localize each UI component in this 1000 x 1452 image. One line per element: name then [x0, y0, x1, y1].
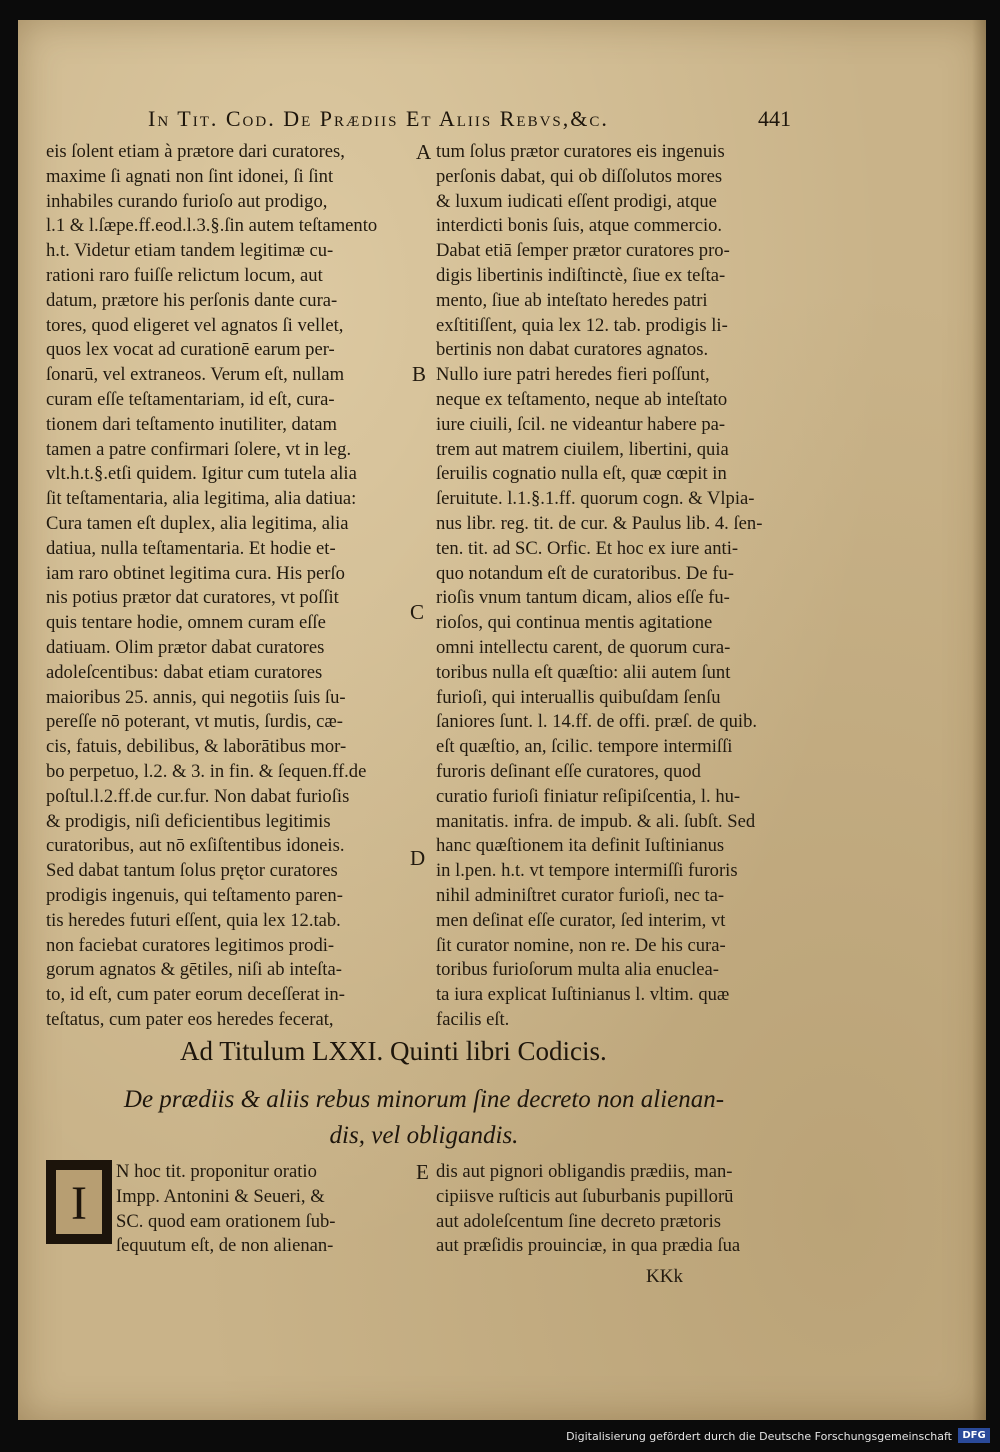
text-line: ſaniores ſunt. l. 14.ff. de offi. præſ. de quib.: [436, 711, 758, 733]
text-line: tamen a patre confirmari ſolere, vt in leg.: [46, 438, 352, 460]
dfg-logo: DFG: [958, 1428, 990, 1443]
text-line: curam eſſe teſtamentariam, id eſt, cura-: [46, 388, 335, 410]
decorated-initial: [46, 1160, 112, 1244]
text-line: aut præſidis prouinciæ, in qua prædia ſua: [436, 1235, 741, 1257]
section-title: Ad Titulum LXXI. Quinti libri Codicis.: [180, 1036, 607, 1066]
margin-letter-a: A: [416, 140, 432, 164]
text-line: hanc quæſtionem ita definit Iuſtinianus: [436, 835, 725, 857]
text-line: furioſi, qui interuallis quibuſdam ſenſu: [436, 686, 721, 708]
text-line: teſtatus, cum pater eos heredes fecerat,: [46, 1008, 334, 1030]
text-line: tionem dari teſtamento inutiliter, datam: [46, 413, 337, 435]
text-line: ten. tit. ad SC. Orfic. Et hoc ex iure anti-: [436, 537, 739, 559]
text-line: facilis eſt.: [436, 1008, 510, 1030]
text-line: ſonarū, vel extraneos. Verum eſt, nullam: [46, 364, 345, 386]
text-line: rioſis vnum tantum dicam, alios eſſe fu-: [436, 587, 730, 609]
text-line: ſit curator nomine, non re. De his cura-: [436, 934, 726, 956]
text-line: toribus nulla eſt quæſtio: alii autem ſunt: [436, 661, 731, 683]
text-line: ſit teſtamentaria, alia legitima, alia datiua:: [46, 488, 357, 510]
bottom-right-text: [436, 1160, 798, 1259]
text-line: Cura tamen eſt duplex, alia legitima, alia: [46, 512, 349, 534]
text-line: SC. quod eam orationem ſub-: [116, 1210, 336, 1232]
text-line: maxime ſi agnati non ſint idonei, ſi ſint: [46, 165, 334, 187]
text-line: exſtitiſſent, quia lex 12. tab. prodigis li-: [436, 314, 728, 336]
text-line: nihil adminiſtret curator furioſi, nec ta-: [436, 884, 725, 906]
text-line: h.t. Videtur etiam tandem legitimæ cu-: [46, 240, 334, 262]
text-line: prodigis ingenuis, qui teſtamento paren-: [46, 884, 343, 906]
text-line: iam raro obtinet legitima cura. His perſo: [46, 562, 345, 584]
text-line: eſt quæſtio, an, ſcilic. tempore intermiſſi: [436, 736, 733, 758]
text-line: adoleſcentibus: dabat etiam curatores: [46, 661, 323, 683]
text-line: Dabat etiā ſemper prætor curatores pro-: [436, 240, 730, 262]
footer-credit: Digitalisierung gefördert durch die Deutsche Forschungsgemeinschaft: [566, 1430, 952, 1443]
text-line: tis heredes futuri eſſent, quia lex 12.tab.: [46, 909, 341, 931]
text-line: toribus furioſorum multa alia enuclea-: [436, 959, 719, 981]
text-line: datiua, nulla teſtamentaria. Et hodie et-: [46, 537, 336, 559]
text-line: inhabiles curando furioſo aut prodigo,: [46, 190, 328, 212]
text-line: perſonis dabat, qui ob diſſolutos mores: [436, 165, 723, 187]
text-line: nis potius prætor dat curatores, vt poſſit: [46, 587, 339, 609]
margin-letter-c: C: [410, 600, 425, 624]
text-line: pereſſe nō poterant, vt mutis, ſurdis, cæ-: [46, 711, 343, 733]
page-number: 441: [758, 106, 791, 131]
text-line: ſeruitute. l.1.§.1.ff. quorum cogn. & Vlpia-: [436, 488, 755, 510]
text-line: omni intellectu carent, de quorum cura-: [436, 636, 731, 658]
bottom-left-text: [116, 1160, 408, 1259]
decorated-initial-letter: I: [71, 1177, 87, 1230]
text-line: rationi raro fuiſſe relictum locum, aut: [46, 264, 323, 286]
section-subtitle: [104, 1082, 744, 1154]
text-line: tores, quod eligeret vel agnatos ſi vellet,: [46, 314, 344, 336]
text-line: aut adoleſcentum ſine decreto prætoris: [436, 1210, 722, 1232]
text-line: curatoribus, aut nō exſiſtentibus idoneis.: [46, 835, 345, 857]
text-line: gorum agnatos & gētiles, niſi ab inteſta-: [46, 959, 342, 981]
text-line: datum, prætore his perſonis dante cura-: [46, 289, 338, 311]
text-line: neque ex teſtamento, neque ab inteſtato: [436, 388, 728, 410]
text-line: iure ciuili, ſcil. ne videantur habere pa-: [436, 413, 726, 435]
text-line: poſtul.l.2.ff.de cur.fur. Non dabat furioſis: [46, 785, 350, 807]
section-subtitle-line-1: De prædiis & aliis rebus minorum ſine decreto non alienan-: [123, 1086, 725, 1113]
text-line: furoris deſinant eſſe curatores, quod: [436, 760, 701, 782]
left-text-column: [46, 140, 406, 1033]
decorated-initial-panel: [56, 1170, 102, 1234]
text-line: digis libertinis indiſtinctè, ſiue ex teſta-: [436, 264, 726, 286]
text-line: maioribus 25. annis, qui negotiis ſuis ſu-: [46, 686, 346, 708]
text-line: l.1 & l.ſæpe.ff.eod.l.3.§.ſin autem teſtamento: [46, 215, 378, 237]
signature-mark: KKk: [646, 1266, 683, 1287]
text-line: & prodigis, niſi deficientibus legitimis: [46, 810, 331, 832]
text-line: Nullo iure patri heredes fieri poſſunt,: [436, 364, 710, 386]
text-line: cis, fatuis, debilibus, & laborātibus mor-: [46, 736, 347, 758]
text-line: cipiisve ruſticis aut ſuburbanis pupillorū: [436, 1185, 734, 1207]
text-line: to, id eſt, cum pater eorum deceſſerat in-: [46, 984, 345, 1006]
text-line: curatio furioſi finiatur reſipiſcentia, l. hu-: [436, 785, 741, 807]
text-line: non faciebat curatores legitimos prodi-: [46, 934, 335, 956]
text-line: dis aut pignori obligandis prædiis, man-: [436, 1161, 733, 1182]
text-line: rioſos, qui continua mentis agitatione: [436, 612, 713, 634]
text-line: eis ſolent etiam à prætore dari curatores,: [46, 141, 345, 162]
text-line: quo notandum eſt de curatoribus. De fu-: [436, 562, 734, 584]
running-title: In Tit. Cod. De Prædiis Et Aliis Rebvs,&c.: [148, 106, 609, 131]
margin-letter-d: D: [410, 846, 426, 870]
text-line: in l.pen. h.t. vt tempore intermiſſi furoris: [436, 860, 738, 882]
text-line: nus libr. reg. tit. de cur. & Paulus lib. 4. ſen-: [436, 512, 763, 534]
text-line: ſeruilis cognatio nulla eſt, quæ cœpit in: [436, 463, 727, 485]
text-line: mento, ſiue ab inteſtato heredes patri: [436, 289, 708, 311]
right-text-column: [436, 140, 798, 1033]
text-line: quis tentare hodie, omnem curam eſſe: [46, 612, 326, 634]
text-line: bo perpetuo, l.2. & 3. in fin. & ſequen.ff.de: [46, 760, 367, 782]
text-line: bertinis non dabat curatores agnatos.: [436, 339, 709, 361]
text-line: N hoc tit. proponitur oratio: [116, 1161, 317, 1182]
text-line: interdicti bonis ſuis, atque commercio.: [436, 215, 723, 237]
text-line: datiuam. Olim prætor dabat curatores: [46, 636, 325, 658]
page-edge-shadow: [972, 20, 986, 1420]
text-line: manitatis. infra. de impub. & ali. ſubſt. Sed: [436, 810, 756, 832]
text-line: vlt.h.t.§.etſi quidem. Igitur cum tutela alia: [46, 463, 357, 485]
text-line: & luxum iudicati eſſent prodigi, atque: [436, 190, 717, 212]
text-line: tum ſolus prætor curatores eis ingenuis: [436, 141, 725, 162]
text-line: Impp. Antonini & Seueri, &: [116, 1185, 325, 1207]
section-subtitle-line-2: dis, vel obligandis.: [329, 1122, 519, 1149]
margin-letter-b: B: [412, 362, 427, 386]
text-line: quos lex vocat ad curationē earum per-: [46, 339, 335, 361]
text-line: trem aut matrem ciuilem, libertini, quia: [436, 438, 729, 460]
text-line: ſequutum eſt, de non alienan-: [116, 1235, 334, 1257]
margin-letter-e: E: [416, 1160, 429, 1184]
text-line: men deſinat eſſe curator, ſed interim, vt: [436, 909, 726, 931]
text-line: ta iura explicat Iuſtinianus l. vltim. quæ: [436, 984, 730, 1006]
text-line: Sed dabat tantum ſolus prętor curatores: [46, 860, 338, 882]
